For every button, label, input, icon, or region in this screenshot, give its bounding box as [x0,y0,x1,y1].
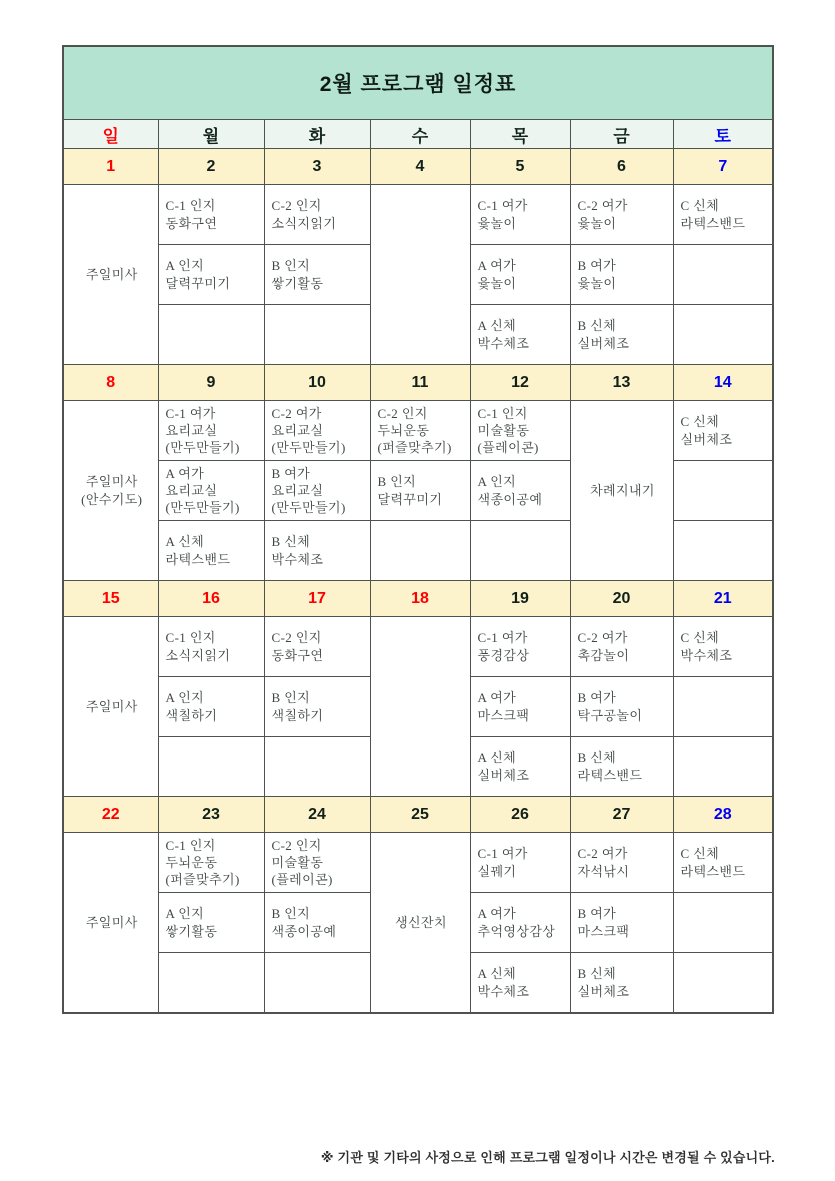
program-cell [570,305,673,365]
cell-line: 라텍스밴드 [577,767,643,783]
cell-line: 윷놀이 [477,215,517,231]
empty-cell [370,521,470,581]
cell-line: 소식지읽기 [165,647,231,663]
empty-cell [370,617,470,797]
day-header-row [63,120,773,149]
cell-line: C 신체 [680,414,720,430]
cell-line: 박수체조 [477,983,530,999]
program-cell [264,245,370,305]
date-cell: 14 [673,365,773,401]
date-cell: 2 [158,149,264,185]
day-header: 토 [673,120,773,149]
date-cell: 4 [370,149,470,185]
cell-line: 마스크팩 [477,707,530,723]
empty-cell [264,953,370,1014]
program-cell [470,185,570,245]
cell-line: (만두만들기) [165,500,240,516]
cell-line: C-1 인지 [165,630,216,646]
cell-line: 동화구연 [271,647,324,663]
cell-line: 윷놀이 [477,275,517,291]
cell-line: B 인지 [271,690,311,706]
date-cell: 20 [570,581,673,617]
cell-line: C-1 여가 [477,846,528,862]
cell-line: 윷놀이 [577,275,617,291]
date-cell: 16 [158,581,264,617]
title-row [63,46,773,120]
cell-line: 색종이공예 [271,923,337,939]
program-cell [570,953,673,1014]
program-cell [673,401,773,461]
program-cell [470,305,570,365]
cell-line: C-1 여가 [477,198,528,214]
cell-line: B 신체 [577,966,617,982]
date-cell: 11 [370,365,470,401]
program-cell [570,245,673,305]
cell-line: 동화구연 [165,215,218,231]
empty-cell [158,305,264,365]
cell-line: A 여가 [477,906,517,922]
empty-cell [673,677,773,737]
cell-line: 라텍스밴드 [680,863,746,879]
cell-line: A 신체 [477,966,517,982]
date-row [63,797,773,833]
cell-line: B 인지 [377,474,417,490]
cell-line: 실버체조 [680,431,733,447]
program-cell [370,461,470,521]
date-cell: 18 [370,581,470,617]
cell-line: A 인지 [165,690,205,706]
program-row [63,833,773,893]
program-row [63,185,773,245]
cell-line: A 신체 [477,318,517,334]
schedule-table [62,45,774,1014]
cell-line: 실버체조 [577,335,630,351]
cell-line: (만두만들기) [165,440,240,456]
program-cell [570,617,673,677]
cell-line: B 신체 [577,750,617,766]
cell-line: 실버체조 [477,767,530,783]
date-cell: 1 [63,149,158,185]
cell-line: 추억영상감상 [477,923,556,939]
program-row [63,617,773,677]
cell-line: C-2 여가 [577,846,628,862]
empty-cell [673,461,773,521]
empty-cell [673,893,773,953]
cell-line: A 여가 [477,258,517,274]
cell-line: (플레이콘) [477,440,539,456]
date-row [63,581,773,617]
program-cell [264,617,370,677]
cell-line: 풍경감상 [477,647,530,663]
cell-line: (안수기도) [81,491,143,507]
cell-line: 윷놀이 [577,215,617,231]
cell-line: (플레이콘) [271,872,333,888]
cell-line: 달력꾸미기 [377,491,443,507]
day-header: 월 [158,120,264,149]
cell-line: 실버체조 [577,983,630,999]
program-row [63,401,773,461]
cell-line: 박수체조 [271,551,324,567]
program-cell [673,185,773,245]
cell-line: B 신체 [271,534,311,550]
cell-line: C-1 여가 [165,405,216,421]
program-cell [673,617,773,677]
cell-line: C-2 인지 [271,630,322,646]
day-header: 일 [63,120,158,149]
cell-line: 미술활동 [477,422,530,438]
cell-line: A 여가 [165,465,205,481]
date-cell: 24 [264,797,370,833]
special-event-cell [570,401,673,581]
cell-line: 색칠하기 [165,707,218,723]
date-cell: 21 [673,581,773,617]
date-cell: 25 [370,797,470,833]
program-cell [158,185,264,245]
program-cell [470,401,570,461]
cell-line: 자석낚시 [577,863,630,879]
empty-cell [370,185,470,365]
date-cell: 17 [264,581,370,617]
cell-line: 주일미사 [85,698,138,714]
cell-line: 요리교실 [165,422,218,438]
cell-line: 차례지내기 [590,482,655,498]
sunday-note-cell [63,401,158,581]
cell-line: 주일미사 [85,266,138,282]
empty-cell [470,521,570,581]
cell-line: 소식지읽기 [271,215,337,231]
cell-line: 요리교실 [271,482,324,498]
program-cell [158,461,264,521]
cell-line: (만두만들기) [271,440,346,456]
date-cell: 12 [470,365,570,401]
program-cell [264,461,370,521]
day-header: 금 [570,120,673,149]
program-cell [264,833,370,893]
date-cell: 13 [570,365,673,401]
sunday-note-cell [63,833,158,1014]
date-cell: 10 [264,365,370,401]
date-cell: 7 [673,149,773,185]
date-cell: 3 [264,149,370,185]
day-header: 수 [370,120,470,149]
cell-line: 쌓기활동 [165,923,218,939]
cell-line: 요리교실 [165,482,218,498]
program-cell [470,245,570,305]
cell-line: B 여가 [577,906,617,922]
cell-line: A 인지 [165,906,205,922]
cell-line: C-1 인지 [165,837,216,853]
program-cell [158,521,264,581]
cell-line: C 신체 [680,630,720,646]
program-cell [470,893,570,953]
program-cell [470,617,570,677]
program-cell [470,833,570,893]
date-cell: 15 [63,581,158,617]
cell-line: A 신체 [477,750,517,766]
date-row [63,149,773,185]
program-cell [264,185,370,245]
footer-disclaimer: ※ 기관 및 기타의 사정으로 인해 프로그램 일정이나 시간은 변경될 수 있습니다. [320,1150,775,1165]
cell-line: 라텍스밴드 [680,215,746,231]
cell-line: 주일미사 [85,474,138,490]
program-cell [264,677,370,737]
cell-line: 두뇌운동 [165,854,218,870]
program-cell [570,833,673,893]
cell-line: A 인지 [477,474,517,490]
program-cell [470,461,570,521]
cell-line: C-1 인지 [477,405,528,421]
cell-line: B 인지 [271,906,311,922]
cell-line: 박수체조 [477,335,530,351]
cell-line: C-2 여가 [577,630,628,646]
empty-cell [673,953,773,1014]
cell-line: 라텍스밴드 [165,551,231,567]
program-cell [570,185,673,245]
empty-cell [158,953,264,1014]
cell-line: 실꿰기 [477,863,517,879]
program-cell [264,893,370,953]
empty-cell [673,245,773,305]
cell-line: C-2 인지 [271,837,322,853]
cell-line: (퍼즐맞추기) [165,872,240,888]
sunday-note-cell [63,185,158,365]
date-cell: 22 [63,797,158,833]
date-cell: 5 [470,149,570,185]
date-cell: 26 [470,797,570,833]
cell-line: (퍼즐맞추기) [377,440,452,456]
cell-line: C-1 여가 [477,630,528,646]
cell-line: 색칠하기 [271,707,324,723]
program-cell [470,737,570,797]
cell-line: (만두만들기) [271,500,346,516]
date-cell: 6 [570,149,673,185]
cell-line: 미술활동 [271,854,324,870]
empty-cell [673,737,773,797]
program-cell [158,893,264,953]
day-header: 목 [470,120,570,149]
day-header: 화 [264,120,370,149]
cell-line: B 여가 [577,258,617,274]
date-cell: 9 [158,365,264,401]
cell-line: B 신체 [577,318,617,334]
cell-line: 생신잔치 [395,914,447,930]
cell-line: 주일미사 [85,914,138,930]
program-cell [570,737,673,797]
empty-cell [673,521,773,581]
program-cell [570,677,673,737]
cell-line: 쌓기활동 [271,275,324,291]
program-cell [673,833,773,893]
cell-line: 색종이공예 [477,491,543,507]
cell-line: 박수체조 [680,647,733,663]
cell-line: C 신체 [680,198,720,214]
cell-line: 촉감놀이 [577,647,630,663]
cell-line: 요리교실 [271,422,324,438]
empty-cell [673,305,773,365]
cell-line: C 신체 [680,846,720,862]
date-cell: 23 [158,797,264,833]
date-cell: 19 [470,581,570,617]
program-cell [470,953,570,1014]
cell-line: C-2 인지 [377,405,428,421]
program-cell [158,833,264,893]
cell-line: B 여가 [577,690,617,706]
program-cell [158,677,264,737]
program-cell [470,677,570,737]
empty-cell [158,737,264,797]
cell-line: C-2 여가 [271,405,322,421]
cell-line: C-1 인지 [165,198,216,214]
empty-cell [264,737,370,797]
date-row [63,365,773,401]
program-cell [158,401,264,461]
date-cell: 28 [673,797,773,833]
program-cell [158,617,264,677]
page-title: 2월 프로그램 일정표 [63,46,773,120]
cell-line: 탁구공놀이 [577,707,643,723]
program-cell [264,401,370,461]
program-cell [570,893,673,953]
cell-line: A 신체 [165,534,205,550]
cell-line: C-2 여가 [577,198,628,214]
cell-line: 마스크팩 [577,923,630,939]
special-event-cell [370,833,470,1014]
program-cell [158,245,264,305]
program-cell [264,521,370,581]
cell-line: A 여가 [477,690,517,706]
date-cell: 27 [570,797,673,833]
sunday-note-cell [63,617,158,797]
cell-line: 두뇌운동 [377,422,430,438]
cell-line: C-2 인지 [271,198,322,214]
cell-line: 달력꾸미기 [165,275,231,291]
empty-cell [264,305,370,365]
cell-line: B 여가 [271,465,311,481]
date-cell: 8 [63,365,158,401]
cell-line: B 인지 [271,258,311,274]
cell-line: A 인지 [165,258,205,274]
program-cell [370,401,470,461]
